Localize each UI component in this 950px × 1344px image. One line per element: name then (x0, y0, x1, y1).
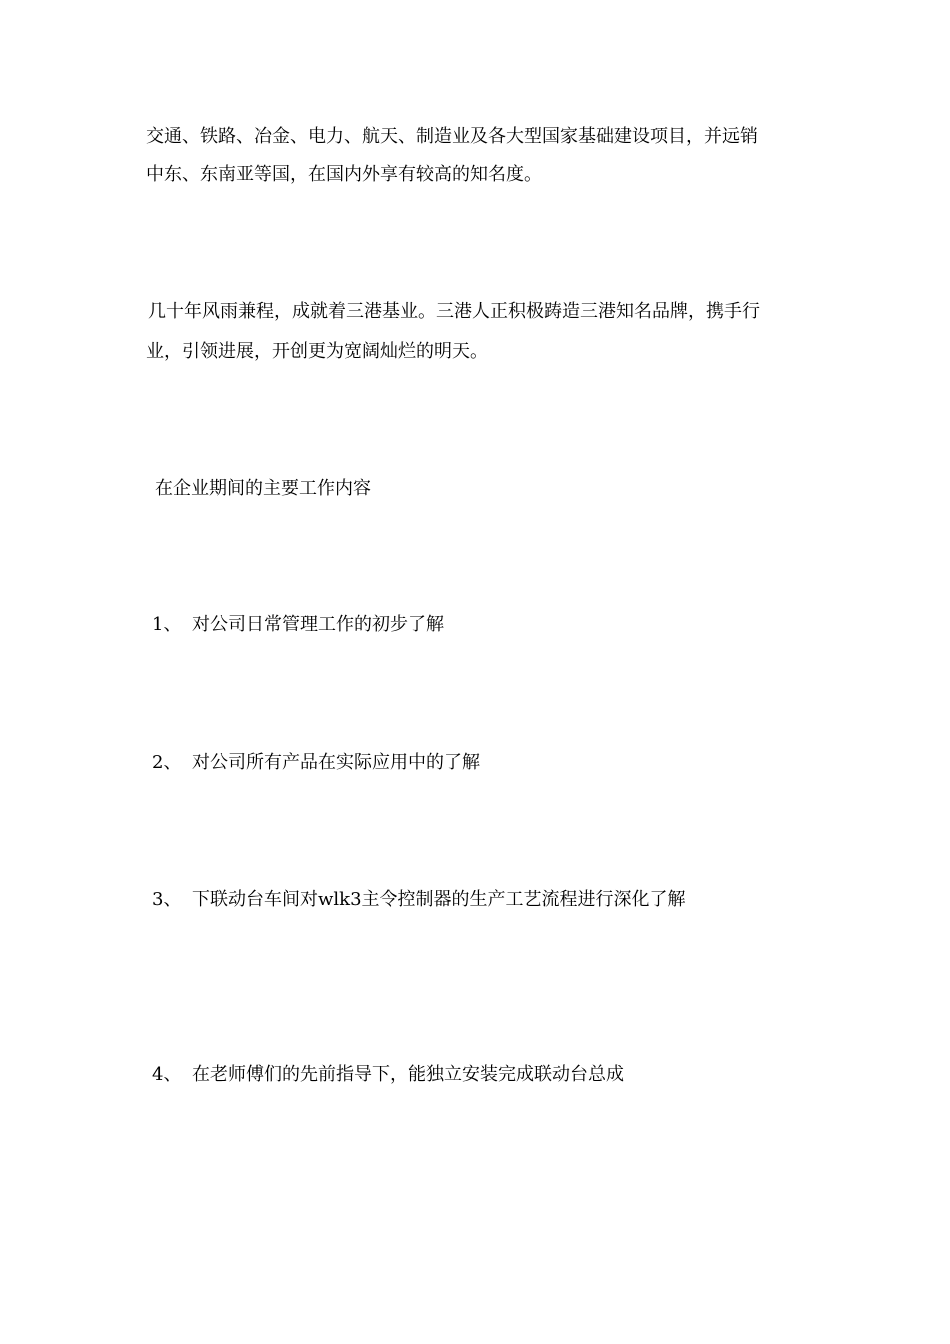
section-heading: 在企业期间的主要工作内容 (155, 478, 371, 499)
list-item-text: 对公司所有产品在实际应用中的了解 (192, 752, 480, 773)
paragraph-1-line-2: 中东、东南亚等国，在国内外享有较高的知名度。 (146, 164, 542, 185)
list-item-number: 3、 (152, 889, 182, 910)
paragraph-2-line-2: 业，引领进展，开创更为宽阔灿烂的明天。 (146, 341, 488, 362)
paragraph-1-line-1: 交通、铁路、冶金、电力、航天、制造业及各大型国家基础建设项目，并远销 (146, 126, 758, 147)
list-item-text: 对公司日常管理工作的初步了解 (192, 614, 444, 635)
list-item-number: 2、 (152, 752, 182, 773)
list-item (152, 888, 686, 912)
list-item-number: 1、 (152, 614, 182, 635)
list-item (152, 751, 480, 775)
list-item-text: 下联动台车间对wlk3主令控制器的生产工艺流程进行深化了解 (192, 889, 686, 910)
list-item-number: 4、 (152, 1064, 182, 1085)
list-item (152, 613, 444, 637)
paragraph-2-line-1: 几十年风雨兼程，成就着三港基业。三港人正积极踌造三港知名品牌，携手行 (148, 301, 760, 322)
list-item (152, 1063, 624, 1087)
list-item-text: 在老师傅们的先前指导下，能独立安装完成联动台总成 (192, 1064, 624, 1085)
